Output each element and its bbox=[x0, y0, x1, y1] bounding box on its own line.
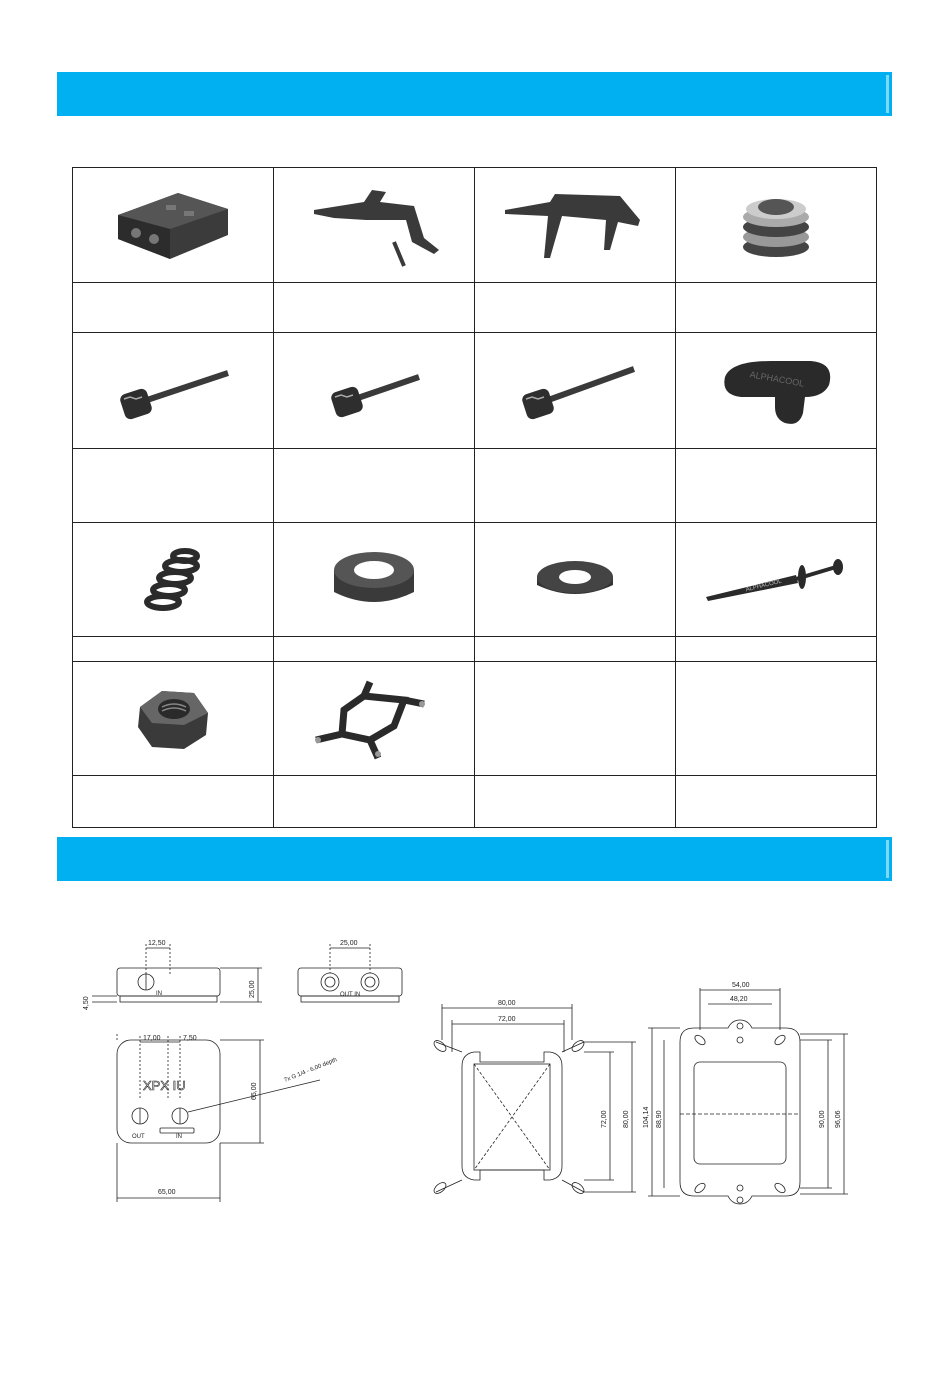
empty-image-cell bbox=[676, 662, 877, 776]
caption-cell bbox=[475, 776, 676, 828]
dim-amd-outer-width-text: 54,00 bbox=[732, 982, 750, 989]
short-screw-image bbox=[475, 333, 676, 449]
caption-cell bbox=[73, 283, 274, 333]
technical-drawings bbox=[0, 930, 950, 1220]
parts-image-row bbox=[73, 168, 877, 283]
block-side-view-out-in bbox=[298, 940, 402, 1002]
x-backplate-image bbox=[274, 662, 475, 776]
port-out-text: OUT bbox=[132, 1134, 145, 1140]
dim-amd-height-d-text: 96,06 bbox=[835, 1110, 842, 1128]
bellows-cap-image bbox=[676, 168, 877, 283]
port-in-label: IN bbox=[156, 991, 162, 997]
section-header-bar-2 bbox=[57, 837, 892, 881]
dim-outer-width-text: 80,00 bbox=[498, 1000, 516, 1007]
parts-caption-row bbox=[73, 449, 877, 523]
parts-table bbox=[72, 167, 877, 828]
caption-cell bbox=[274, 449, 475, 523]
parts-image-row bbox=[73, 523, 877, 637]
port-out-in-label: OUT IN bbox=[340, 992, 361, 998]
section-header-bar-1 bbox=[57, 72, 892, 116]
caption-cell bbox=[475, 637, 676, 662]
parts-caption-row bbox=[73, 637, 877, 662]
thermal-paste-syringe-image bbox=[676, 523, 877, 637]
caption-cell bbox=[676, 283, 877, 333]
block-side-view-in bbox=[83, 940, 262, 1010]
dim-offset2-text: 7,50 bbox=[183, 1035, 197, 1042]
cooler-block-image bbox=[73, 168, 274, 283]
dim-offset1-text: 17,00 bbox=[143, 1035, 161, 1042]
rubber-tab-image bbox=[676, 333, 877, 449]
caption-cell bbox=[73, 449, 274, 523]
dim-height-text: 25,00 bbox=[249, 980, 256, 998]
dim-width-text: 65,00 bbox=[158, 1189, 176, 1196]
dim-port-spacing-text: 25,00 bbox=[340, 940, 358, 947]
amd-bracket-drawing bbox=[643, 982, 848, 1204]
dim-outer-height-text: 80,00 bbox=[623, 1110, 630, 1128]
caption-cell bbox=[676, 449, 877, 523]
flat-washer-image bbox=[475, 523, 676, 637]
amd-bracket-image bbox=[475, 168, 676, 283]
model-name-text: XPX IU bbox=[143, 1078, 186, 1093]
dim-amd-height-a-text: 104,14 bbox=[643, 1106, 650, 1128]
dim-amd-inner-width-text: 48,20 bbox=[730, 996, 748, 1003]
caption-cell bbox=[274, 283, 475, 333]
caption-cell bbox=[274, 776, 475, 828]
svg-text:ALPHACOOL: ALPHACOOL bbox=[745, 578, 783, 593]
medium-screw-image bbox=[274, 333, 475, 449]
caption-cell bbox=[676, 776, 877, 828]
caption-cell bbox=[676, 637, 877, 662]
spring-image bbox=[73, 523, 274, 637]
caption-cell bbox=[274, 637, 475, 662]
intel-bracket-image bbox=[274, 168, 475, 283]
dim-front-height-text: 65,00 bbox=[251, 1082, 258, 1100]
long-screw-image bbox=[73, 333, 274, 449]
intel-bracket-drawing bbox=[432, 1000, 636, 1196]
caption-cell bbox=[73, 637, 274, 662]
caption-cell bbox=[475, 449, 676, 523]
dim-port-pitch-text: 12,50 bbox=[148, 940, 166, 947]
empty-image-cell bbox=[475, 662, 676, 776]
svg-text:ALPHACOOL: ALPHACOOL bbox=[748, 368, 805, 389]
caption-cell bbox=[475, 283, 676, 333]
parts-image-row bbox=[73, 333, 877, 449]
parts-image-row bbox=[73, 662, 877, 776]
dim-inner-width-text: 72,00 bbox=[498, 1016, 516, 1023]
port-in-text: IN bbox=[176, 1134, 182, 1140]
hex-nut-image bbox=[73, 662, 274, 776]
block-top-view bbox=[117, 1034, 338, 1202]
parts-caption-row bbox=[73, 776, 877, 828]
parts-caption-row bbox=[73, 283, 877, 333]
thick-washer-image bbox=[274, 523, 475, 637]
caption-cell bbox=[73, 776, 274, 828]
thread-note-text: 7x G 1/4 - 6,00 depth bbox=[283, 1057, 339, 1084]
dim-inner-height-text: 72,00 bbox=[601, 1110, 608, 1128]
dim-base-text: 4,50 bbox=[83, 996, 90, 1010]
dim-amd-height-b-text: 88,90 bbox=[656, 1110, 663, 1128]
dim-amd-height-c-text: 90,00 bbox=[819, 1110, 826, 1128]
